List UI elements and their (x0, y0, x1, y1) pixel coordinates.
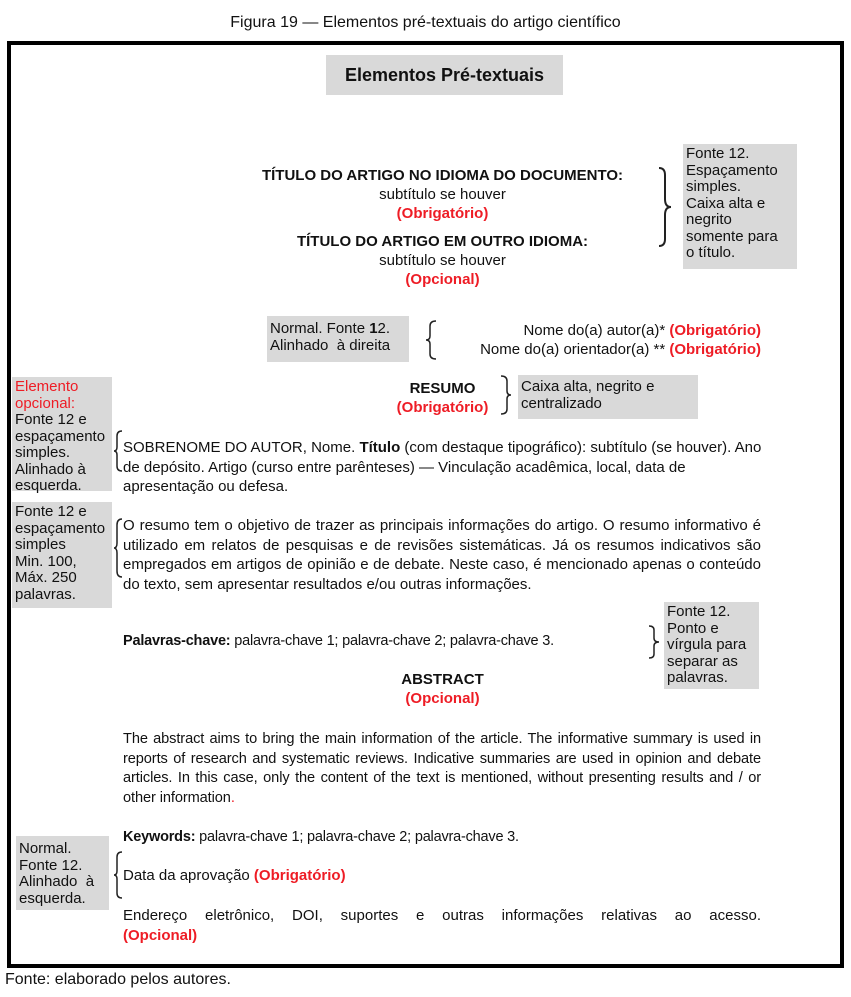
note-authors-format: Normal. Fonte 12. Alinhado à direita (267, 316, 409, 362)
keywords-en-value: palavra-chave 1; palavra-chave 2; palavra-chave 3. (195, 829, 519, 845)
left-brace-icon (113, 518, 123, 578)
note-keywords: Fonte 12. Ponto e vírgula para separar as palavras. (664, 602, 759, 689)
optional-element-label: Elemento opcional: (15, 378, 79, 412)
reference-text: SOBRENOME DO AUTOR, Nome. Título (com destaque tipográfico): subtítulo (se houver). Ano de depósito. Artigo (curso entre parênteses) — Vinculação acadêmica, local, data de apresentação ou defesa. (123, 439, 762, 495)
keywords-en (123, 828, 519, 847)
note-resumo-text: Fonte 12 e espaçamento simples Min. 100, Máx. 250 palavras. (12, 502, 112, 608)
status-required: (Obrigatório) (396, 205, 489, 222)
keywords-pt-label: Palavras-chave: (123, 633, 231, 649)
resumo-heading (380, 379, 505, 417)
approval-date: Data da aprovação (Obrigatório) (123, 867, 346, 884)
left-brace-icon (425, 320, 437, 360)
figure-source: Fonte: elaborado pelos autores. (5, 971, 231, 988)
resumo-label: RESUMO (409, 380, 476, 397)
note-resumo-heading: Caixa alta, negrito e centralizado (518, 375, 698, 419)
abstract-label: ABSTRACT (401, 671, 484, 688)
header-box-label: Elementos Pré-textuais (344, 65, 545, 85)
note-reference: Elemento opcional: Fonte 12 e espaçamento simples. Alinhado à esquerda. (12, 377, 112, 491)
left-brace-icon (113, 430, 123, 472)
authors-block (440, 321, 761, 359)
keywords-en-label: Keywords: (123, 829, 196, 845)
access-info: Endereço eletrônico, DOI, suportes e outras informações relativas ao acesso. (Opcional) (123, 907, 761, 944)
title-main: TÍTULO DO ARTIGO NO IDIOMA DO DOCUMENTO: (261, 167, 624, 184)
advisor-line: Nome do(a) orientador(a) ** (Obrigatório) (480, 341, 761, 358)
figure-caption: Figura 19 — Elementos pré-textuais do artigo científico (230, 14, 621, 31)
note-title-format: Fonte 12. Espaçamento simples. Caixa alta e negrito somente para o título. (683, 144, 797, 269)
author-line: Nome do(a) autor(a)* (Obrigatório) (523, 322, 761, 339)
resumo-status: (Obrigatório) (396, 399, 489, 416)
subtitle-other: subtítulo se houver (379, 252, 506, 269)
right-brace-icon (500, 375, 512, 415)
keywords-pt (123, 632, 554, 651)
resumo-text: O resumo tem o objetivo de trazer as principais informações do artigo. O resumo informativo é utilizado em relatos de pesquisas e de revisões sistemáticas. Já os resumos indicativos são empregados em artigos de opinião e de debate. Neste caso, é mencionado apenas o conteúdo do texto, sem apresentar resultados e/ou outras informações. (123, 517, 761, 593)
left-brace-icon (113, 851, 123, 899)
right-brace-icon (648, 625, 660, 659)
title-block (215, 166, 670, 289)
header-box (326, 55, 563, 95)
right-brace-icon (657, 167, 673, 247)
abstract-text: The abstract aims to bring the main information of the article. The informative summary is used in reports of research and systematic reviews. Indicative summaries are used in opinion and debate articles. In this case, only the content of the text is mentioned, without presenting results and / or other information. (123, 731, 761, 806)
abstract-heading (370, 670, 515, 708)
title-other: TÍTULO DO ARTIGO EM OUTRO IDIOMA: (296, 233, 589, 250)
subtitle-main: subtítulo se houver (379, 186, 506, 203)
note-approval: Normal. Fonte 12. Alinhado à esquerda. (16, 836, 109, 910)
status-optional: (Opcional) (405, 271, 480, 288)
abstract-status: (Opcional) (405, 690, 480, 707)
keywords-pt-value: palavra-chave 1; palavra-chave 2; palavra-chave 3. (230, 633, 554, 649)
